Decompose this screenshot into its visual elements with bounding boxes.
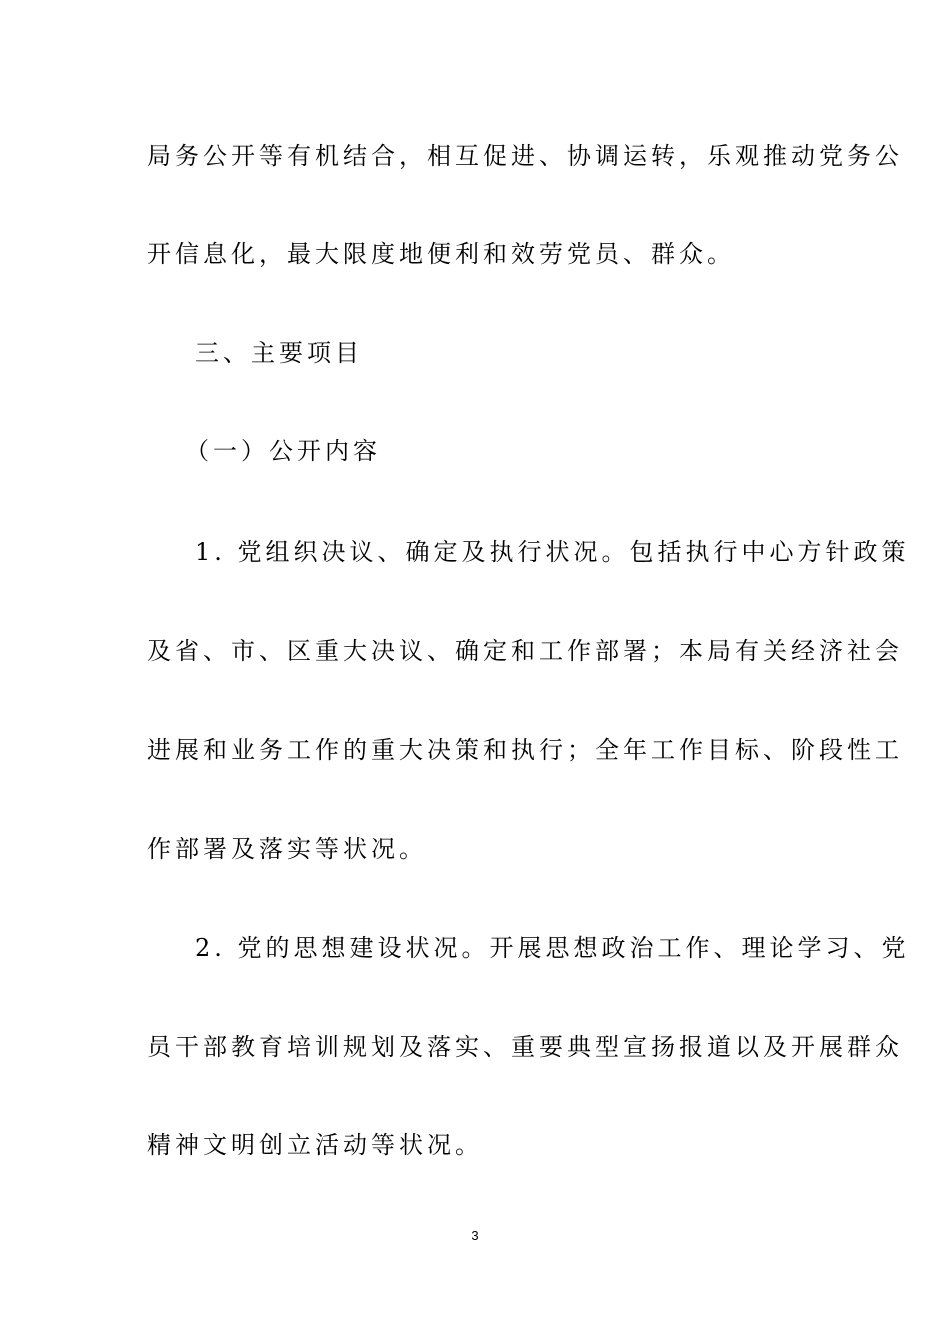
paragraph-line: 员干部教育培训规划及落实、重要典型宣扬报道以及开展群众 — [147, 1033, 903, 1061]
paragraph-line: 作部署及落实等状况。 — [147, 835, 427, 863]
paragraph-line: 局务公开等有机结合，相互促进、协调运转，乐观推动党务公 — [147, 142, 903, 170]
subsection-heading: （一）公开内容 — [185, 437, 381, 465]
paragraph-line: 开信息化，最大限度地便利和效劳党员、群众。 — [147, 240, 735, 268]
page-number: 3 — [471, 1228, 479, 1243]
section-heading: 三、主要项目 — [195, 339, 363, 367]
paragraph-line: 及省、市、区重大决议、确定和工作部署；本局有关经济社会 — [147, 637, 903, 665]
paragraph-line: 1. 党组织决议、确定及执行状况。包括执行中心方针政策 — [195, 538, 910, 566]
paragraph-line: 2. 党的思想建设状况。开展思想政治工作、理论学习、党 — [195, 934, 910, 962]
paragraph-line: 精神文明创立活动等状况。 — [147, 1131, 483, 1159]
paragraph-line: 进展和业务工作的重大决策和执行；全年工作目标、阶段性工 — [147, 736, 903, 764]
